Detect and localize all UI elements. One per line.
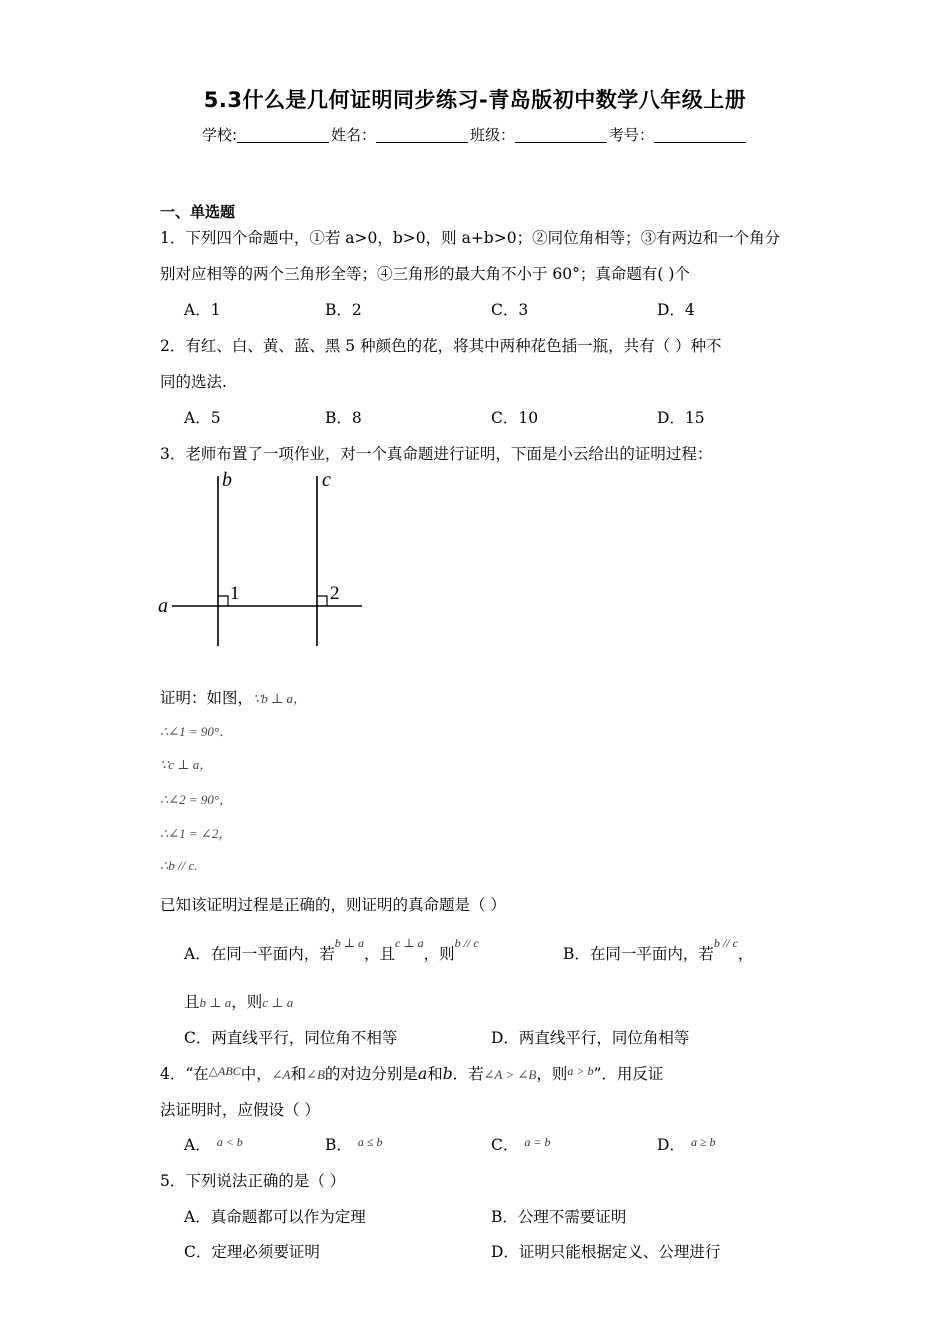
label-c: c: [322, 469, 331, 491]
q3-option-c[interactable]: C．两直线平行，同位角不相等: [184, 1029, 398, 1047]
q3-option-b-cont[interactable]: 且b ⊥ a，则c ⊥ a: [184, 993, 294, 1011]
label-a: a: [158, 595, 168, 617]
q4-line2: 法证明时，应假设（ ）: [160, 1101, 320, 1119]
q4-option-b[interactable]: B． $^{a \le b}$: [325, 1135, 383, 1154]
q5-option-d[interactable]: D．证明只能根据定义、公理进行: [491, 1243, 721, 1261]
label-angle-1: 1: [230, 583, 240, 604]
section-title: 一、单选题: [160, 203, 236, 221]
proof-step-1: ∵b ⊥ a，: [253, 691, 307, 706]
name-blank[interactable]: [376, 127, 468, 143]
q3b-cond1: b // c: [713, 936, 738, 950]
q1-option-a[interactable]: A．1: [184, 301, 221, 319]
q1-option-c[interactable]: C．3: [491, 301, 529, 319]
q3-option-b[interactable]: B．在同一平面内，若$^{b // c}$，: [563, 936, 754, 963]
q1-line1: 1．下列四个命题中，①若 a>0，b>0，则 a+b>0；②同位角相等；③有两边和一个角分: [160, 229, 781, 247]
q3a-cond2: c ⊥ a: [395, 936, 424, 950]
proof-step-4: ∴∠2 = 90°，: [160, 792, 233, 807]
q3b-cond2: b ⊥ a: [199, 995, 232, 1010]
q4-line1: 4．“在$^{\triangle ABC}$中，∠A和∠B的对边分别是a和b．若∠A > ∠B，则$^{a > b}$”．用反证: [160, 1064, 664, 1083]
proof-step-3: ∵c ⊥ a，: [160, 757, 213, 772]
q2-line2: 同的选法.: [160, 373, 227, 391]
q3a-concl: b // c: [454, 936, 479, 950]
q1-option-d[interactable]: D．4: [657, 301, 695, 319]
id-blank[interactable]: [654, 127, 746, 143]
class-label: 班级：: [470, 126, 516, 144]
q2-option-d[interactable]: D．15: [657, 409, 705, 427]
q2-option-b[interactable]: B．8: [325, 409, 362, 427]
q5-option-c[interactable]: C．定理必须要证明: [184, 1243, 320, 1261]
student-info-line: [0, 124, 950, 145]
q5-option-a[interactable]: A．真命题都可以作为定理: [184, 1208, 366, 1226]
q3-option-a[interactable]: A．在同一平面内，若$^{b \perp a}$，且$^{c \perp a}$，则$^{b // c}$: [184, 936, 479, 963]
right-angle-mark-2: [317, 596, 327, 606]
q5-option-b[interactable]: B．公理不需要证明: [491, 1208, 627, 1226]
q1-line2: 别对应相等的两个三角形全等；④三角形的最大角不小于 60°；真命题有( )个: [160, 265, 690, 283]
q3a-cond1: b ⊥ a: [334, 936, 364, 950]
q4-option-d[interactable]: D． $^{a \ge b}$: [657, 1135, 716, 1154]
id-label: 考号：: [609, 126, 655, 144]
right-angle-mark-1: [218, 596, 228, 606]
parallel-lines-figure: [150, 468, 380, 653]
proof-step-5: ∴∠1 = ∠2，: [160, 826, 232, 841]
proof-step-2: ∴∠1 = 90°．: [160, 724, 233, 739]
proof-line-1: [160, 686, 306, 708]
label-angle-2: 2: [330, 583, 340, 604]
school-label: 学校:: [201, 126, 237, 144]
q4-triangle: △ABC: [208, 1064, 241, 1078]
q2-line1: 2．有红、白、黄、蓝、黑 5 种颜色的花，将其中两种花色插一瓶，共有（ ）种不: [160, 337, 722, 355]
proof-prefix: 证明：如图，: [160, 689, 254, 707]
q2-option-a[interactable]: A．5: [184, 409, 221, 427]
proof-step-6: ∴b // c.: [160, 858, 198, 873]
name-label: 姓名：: [331, 126, 377, 144]
label-b: b: [222, 469, 232, 491]
q4-option-c[interactable]: C． $^{a = b}$: [491, 1135, 551, 1154]
q4-option-a[interactable]: A． $^{a < b}$: [184, 1135, 243, 1154]
q3b-concl: c ⊥ a: [262, 995, 294, 1010]
q5-line1: 5．下列说法正确的是（ ）: [160, 1172, 346, 1190]
school-blank[interactable]: [237, 127, 329, 143]
q2-option-c[interactable]: C．10: [491, 409, 539, 427]
q3-question: 已知该证明过程是正确的，则证明的真命题是（ ）: [160, 896, 506, 914]
q1-option-b[interactable]: B．2: [325, 301, 362, 319]
class-blank[interactable]: [515, 127, 607, 143]
q3-line1: 3．老师布置了一项作业，对一个真命题进行证明，下面是小云给出的证明过程：: [160, 445, 713, 463]
page-title: 5.3什么是几何证明同步练习-青岛版初中数学八年级上册: [203, 88, 747, 112]
q3-option-d[interactable]: D．两直线平行，同位角相等: [491, 1029, 690, 1047]
